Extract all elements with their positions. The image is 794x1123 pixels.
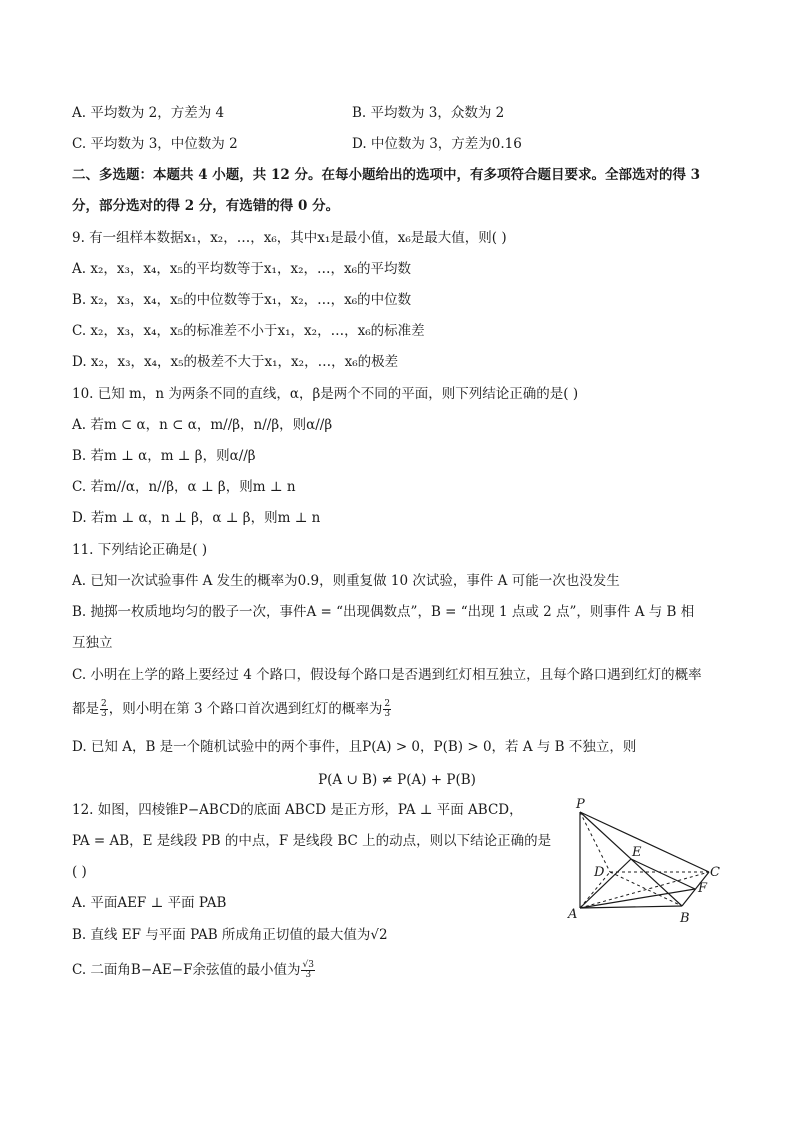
q11-option-c-line1: C. 小明在上学的路上要经过 4 个路口，假设每个路口是否遇到红灯相互独立，且每个路口遇到红灯的概率 — [72, 667, 702, 683]
q10-stem: 10. 已知 m，n 为两条不同的直线，α，β是两个不同的平面，则下列结论正确的是( ) — [72, 386, 579, 402]
q9-option-c: C. x₂，x₃，x₄，x₅的标准差不小于x₁，x₂，…，x₆的标准差 — [72, 323, 425, 339]
label-F: F — [698, 881, 708, 896]
q12-stem-line2: PA = AB，E 是线段 PB 的中点，F 是线段 BC 上的动点，则以下结论正确的是 — [72, 833, 552, 849]
q11-stem: 11. 下列结论正确是( ) — [72, 542, 208, 558]
q8-option-d: D. 中位数为 3，方差为0.16 — [352, 136, 522, 152]
edge-PC — [580, 812, 709, 872]
label-E: E — [632, 845, 642, 860]
q9-option-a: A. x₂，x₃，x₄，x₅的平均数等于x₁，x₂，…，x₆的平均数 — [72, 261, 412, 277]
fraction-two-thirds: $\frac{2}{3}$ — [101, 699, 107, 719]
edge-PD — [580, 812, 610, 872]
q10-option-a: A. 若m ⊂ α，n ⊂ α，m//β，n//β，则α//β — [72, 417, 333, 433]
fraction-root3-over-3: $\frac{√3}{3}$ — [302, 960, 314, 980]
fraction-two-thirds: $\frac{2}{3}$ — [384, 699, 391, 719]
label-D: D — [594, 865, 605, 880]
q12-stem-line3: ( ) — [72, 864, 87, 880]
q11-c-text-pre: 都是 — [72, 701, 99, 717]
label-P: P — [576, 798, 585, 812]
q11-c-text-mid: ，则小明在第 3 个路口首次遇到红灯的概率为 — [108, 701, 383, 717]
q12-option-a: A. 平面AEF ⊥ 平面 PAB — [72, 895, 227, 911]
q12-stem-line1: 12. 如图，四棱锥P−ABCD的底面 ABCD 是正方形，PA ⊥ 平面 ABCD， — [72, 802, 523, 818]
q12-c-text: C. 二面角B−AE−F余弦值的最小值为 — [72, 962, 301, 978]
label-A: A — [568, 907, 578, 922]
q11-option-c-line2 — [72, 700, 392, 719]
q9-option-d: D. x₂，x₃，x₄，x₅的极差不大于x₁，x₂，…，x₆的极差 — [72, 354, 399, 370]
q8-option-a: A. 平均数为 2，方差为 4 — [72, 105, 225, 121]
q10-option-b: B. 若m ⊥ α，m ⊥ β，则α//β — [72, 448, 256, 464]
q8-option-b: B. 平均数为 3，众数为 2 — [352, 105, 505, 121]
section2-heading-line2: 分，部分选对的得 2 分，有选错的得 0 分。 — [72, 198, 340, 214]
q8-option-c: C. 平均数为 3，中位数为 2 — [72, 136, 238, 152]
label-C: C — [710, 865, 720, 880]
q10-option-d: D. 若m ⊥ α，n ⊥ β，α ⊥ β，则m ⊥ n — [72, 510, 321, 526]
q11-option-d-formula: P(A ∪ B) ≠ P(A) + P(B) — [318, 772, 476, 788]
q11-option-b-line1: B. 抛掷一枚质地均匀的骰子一次，事件A = “出现偶数点”，B = “出现 1 点或 2 点”，则事件 A 与 B 相 — [72, 604, 695, 620]
q12-option-b: B. 直线 EF 与平面 PAB 所成角正切值的最大值为√2 — [72, 927, 388, 943]
section2-heading-line1: 二、多选题：本题共 4 小题，共 12 分。在每小题给出的选项中，有多项符合题目要求。全部选对的得 3 — [72, 167, 701, 183]
q10-option-c: C. 若m//α，n//β，α ⊥ β，则m ⊥ n — [72, 479, 296, 495]
q11-option-a: A. 已知一次试验事件 A 发生的概率为0.9，则重复做 10 次试验，事件 A 可能一次也没发生 — [72, 573, 620, 589]
edge-AB — [580, 906, 682, 908]
q11-option-b-line2: 互独立 — [72, 635, 113, 651]
q12-option-c — [72, 961, 316, 980]
pyramid-figure — [566, 798, 726, 928]
q9-stem: 9. 有一组样本数据x₁，x₂，…，x₆，其中x₁是最小值，x₆是最大值，则( ) — [72, 230, 507, 246]
label-B: B — [680, 911, 690, 926]
q9-option-b: B. x₂，x₃，x₄，x₅的中位数等于x₁，x₂，…，x₆的中位数 — [72, 292, 412, 308]
q11-option-d-line1: D. 已知 A，B 是一个随机试验中的两个事件，且P(A) > 0，P(B) > 0，若 A 与 B 不独立，则 — [72, 739, 637, 755]
